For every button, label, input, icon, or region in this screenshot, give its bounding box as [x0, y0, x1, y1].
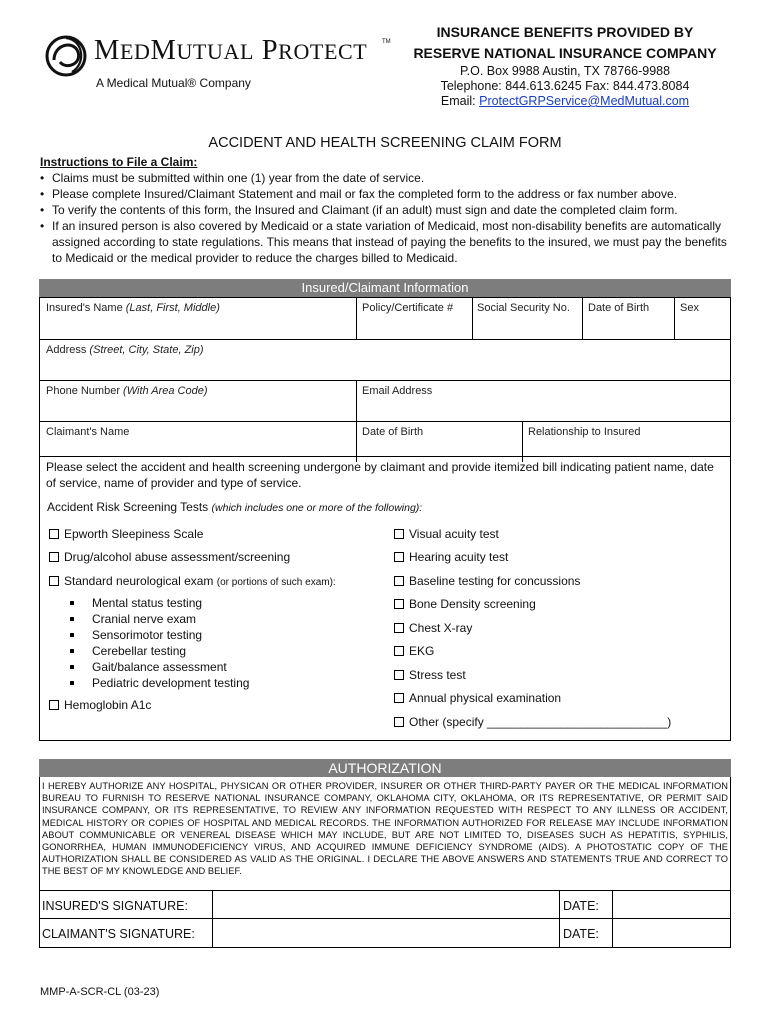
- address-hint: (Street, City, State, Zip): [89, 344, 204, 356]
- option-label: Drug/alcohol abuse assessment/screening: [64, 550, 291, 564]
- divider: [40, 339, 730, 340]
- option-label: Hearing acuity test: [409, 550, 509, 564]
- authorization-text: I HEREBY AUTHORIZE ANY HOSPITAL, PHYSICAN OR OTHER PROVIDER, INSURER OR OTHER THIRD-PARTY PAYER OR THE MEDICAL INFORMATION BUREAU TO FURNISH TO RESERVE NATIONAL INSURANCE COMPANY, OKLAHOMA CITY, OKLAHOMA, OR ITS REPRESENTATIVE, OR PERMIT SAID INSURANCE COMPANY, OR ITS REPRESENTATIVE, TO REVIEW ANY INFORMATION REQUESTED WITH RESPECT TO ANY ILLNESS OR ACCIDENT, MEDICAL HISTORY OR COPIES OF HOSPITAL AND MEDICAL RECORDS. THE INFORMATION AUTHORIZED FOR RELEASE MAY INCLUDE INFORMATION ABOUT COMMUNICABLE OR VENEREAL DISEASE WHICH MAY INCLUDE, BUT ARE NOT LIMITED TO, DISEASES SUCH AS HEPATITIS, SYPHILIS, GONORRHEA, HUMAN IMMUNODEFICIENCY VIRUS, AND ACQUIRED IMMUNE DEFICIENCY SYNDROME (AIDS). A PHOTOSTATIC COPY OF THE AUTHORIZATION SHALL BE CONSIDERED AS VALID AS THE ORIGINAL. I DECLARE THE ABOVE ANSWERS AND STATEMENTS TRUE AND CORRECT TO THE BEST OF MY KNOWLEDGE AND BELIEF.: [42, 781, 728, 877]
- option-label: Chest X-ray: [409, 621, 473, 635]
- subitem-label: Pediatric development testing: [92, 676, 250, 690]
- subitem-label: Gait/balance assessment: [92, 660, 227, 674]
- subitem-label: Cerebellar testing: [92, 644, 187, 658]
- checkbox-icon[interactable]: [394, 693, 404, 703]
- checkbox-ekg[interactable]: [394, 644, 434, 658]
- screening-section: [39, 456, 731, 741]
- neuro-subitem: [67, 595, 249, 611]
- claimant-date-field[interactable]: [613, 919, 730, 948]
- insured-signature-row: [40, 890, 730, 918]
- screening-subtitle: [47, 500, 422, 514]
- checkbox-icon[interactable]: [394, 599, 404, 609]
- instructions-list: [40, 170, 730, 266]
- instruction-text: Please complete Insured/Claimant Statement and mail or fax the completed form to the address or fax number above.: [52, 187, 677, 201]
- instruction-item: [40, 202, 730, 218]
- bullet-icon: •: [40, 203, 45, 217]
- company-logo: [44, 30, 394, 94]
- checkbox-icon[interactable]: [394, 552, 404, 562]
- neuro-subitems: [67, 595, 249, 691]
- divider: [472, 298, 473, 339]
- policy-field[interactable]: Policy/Certificate #: [362, 302, 454, 314]
- instruction-text: If an insured person is also covered by Medicaid or a state variation of Medicaid, most non-disability benefits are automatically assigned according to state regulations. This means that instead of paying the benefits to the insured, we must pay the benefits to Medicaid or the medical provider to reduce the charges billed to Medicaid.: [52, 219, 727, 265]
- subtitle-hint: (which includes one or more of the following):: [211, 502, 423, 514]
- bullet-icon: •: [40, 219, 45, 233]
- email-field[interactable]: Email Address: [362, 385, 433, 397]
- phone-field[interactable]: [46, 385, 208, 397]
- claimant-date-label: DATE:: [563, 927, 599, 941]
- divider: [559, 919, 560, 948]
- option-hint: (or portions of such exam):: [216, 577, 336, 588]
- authorization-header: AUTHORIZATION: [39, 759, 731, 777]
- option-label: Standard neurological exam: [64, 574, 217, 588]
- subitem-label: Cranial nerve exam: [92, 612, 197, 626]
- claimant-signature-row: [40, 918, 730, 946]
- authorization-section: [39, 777, 731, 948]
- instructions: [40, 154, 730, 266]
- checkbox-icon[interactable]: [394, 670, 404, 680]
- checkbox-icon[interactable]: [394, 529, 404, 539]
- claimant-name-field[interactable]: Claimant's Name: [46, 426, 130, 438]
- neuro-subitem: [67, 675, 249, 691]
- instruction-text: To verify the contents of this form, the Insured and Claimant (if an adult) must sign and date the completed claim form.: [52, 203, 678, 217]
- bullet-square-icon: [70, 665, 74, 669]
- logo-trademark: TM: [382, 39, 391, 45]
- neuro-subitem: [67, 659, 249, 675]
- claimant-signature-field[interactable]: [213, 919, 559, 948]
- option-label: Bone Density screening: [409, 597, 536, 611]
- neuro-subitem: [67, 611, 249, 627]
- bullet-square-icon: [70, 649, 74, 653]
- subtitle-text: Accident Risk Screening Tests: [47, 500, 212, 514]
- insured-name-hint: (Last, First, Middle): [125, 302, 220, 314]
- option-label: Epworth Sleepiness Scale: [64, 527, 204, 541]
- divider: [674, 298, 675, 339]
- address-label: Address: [46, 344, 90, 356]
- relationship-field[interactable]: Relationship to Insured: [528, 426, 641, 438]
- instruction-item: [40, 218, 730, 266]
- bullet-square-icon: [70, 633, 74, 637]
- checkbox-stress-test[interactable]: [394, 668, 466, 682]
- divider: [40, 421, 730, 422]
- checkbox-baseline-concussion[interactable]: [394, 574, 580, 588]
- option-label: Visual acuity test: [409, 527, 499, 541]
- insured-date-label: DATE:: [563, 899, 599, 913]
- form-title: ACCIDENT AND HEALTH SCREENING CLAIM FORM: [208, 135, 562, 151]
- insurer-phone-fax: Telephone: 844.613.6245 Fax: 844.473.8084: [440, 79, 690, 93]
- subitem-label: Sensorimotor testing: [92, 628, 203, 642]
- checkbox-bone-density[interactable]: [394, 597, 536, 611]
- logo-swirl-icon: [44, 30, 90, 82]
- option-label: Other (specify ___________________________): [409, 715, 672, 729]
- divider: [582, 298, 583, 339]
- neuro-subitem: [67, 627, 249, 643]
- checkbox-visual-acuity[interactable]: [394, 527, 499, 541]
- checkbox-icon[interactable]: [394, 623, 404, 633]
- form-code: MMP-A-SCR-CL (03-23): [40, 986, 160, 998]
- insurer-line1: INSURANCE BENEFITS PROVIDED BY: [436, 24, 694, 40]
- instruction-text: Claims must be submitted within one (1) year from the date of service.: [52, 171, 425, 185]
- insured-date-field[interactable]: [613, 891, 730, 918]
- divider: [356, 380, 357, 462]
- bullet-icon: •: [40, 171, 45, 185]
- screening-intro: Please select the accident and health screening undergone by claimant and provide itemized bill indicating patient name, date of service, name of provider and type of service.: [46, 460, 714, 490]
- divider: [40, 380, 730, 381]
- checkbox-hemoglobin[interactable]: [49, 698, 151, 712]
- insured-signature-label: INSURED'S SIGNATURE:: [42, 899, 188, 913]
- bullet-icon: •: [40, 187, 45, 201]
- checkbox-icon[interactable]: [394, 576, 404, 586]
- option-label: Hemoglobin A1c: [64, 698, 152, 712]
- bullet-square-icon: [70, 617, 74, 621]
- checkbox-icon[interactable]: [394, 646, 404, 656]
- instruction-item: [40, 170, 730, 186]
- subitem-label: Mental status testing: [92, 596, 203, 610]
- sex-field[interactable]: Sex: [680, 302, 699, 314]
- insured-signature-field[interactable]: [213, 891, 559, 918]
- insured-dob-field[interactable]: Date of Birth: [588, 302, 650, 314]
- address-field[interactable]: [46, 344, 204, 356]
- checkbox-drug-alcohol[interactable]: [49, 550, 290, 564]
- phone-label: Phone Number: [46, 385, 124, 397]
- checkbox-icon[interactable]: [49, 700, 59, 710]
- insured-name-label: Insured's Name: [46, 302, 126, 314]
- checkbox-icon[interactable]: [49, 529, 59, 539]
- instruction-item: [40, 186, 730, 202]
- info-section-header: Insured/Claimant Information: [39, 279, 731, 297]
- instructions-title: Instructions to File a Claim:: [40, 155, 198, 169]
- insurer-email-line: [400, 94, 730, 109]
- phone-hint: (With Area Code): [123, 385, 208, 397]
- info-grid: [39, 297, 731, 457]
- insurer-address: P.O. Box 9988 Austin, TX 78766-9988: [459, 64, 671, 78]
- checkbox-neurological[interactable]: [49, 574, 336, 588]
- checkbox-icon[interactable]: [49, 576, 59, 586]
- email-link[interactable]: ProtectGRPService@MedMutual.com: [479, 94, 690, 108]
- claimant-dob-field[interactable]: Date of Birth: [362, 426, 424, 438]
- option-label: EKG: [409, 644, 435, 658]
- checkbox-hearing-acuity[interactable]: [394, 550, 508, 564]
- checkbox-other[interactable]: [394, 715, 671, 729]
- bullet-square-icon: [70, 681, 74, 685]
- checkbox-icon[interactable]: [394, 717, 404, 727]
- insurer-header: [400, 22, 730, 109]
- bullet-square-icon: [70, 601, 74, 605]
- checkbox-icon[interactable]: [49, 552, 59, 562]
- insurer-line2: RESERVE NATIONAL INSURANCE COMPANY: [413, 45, 717, 61]
- divider: [559, 891, 560, 919]
- option-label: Baseline testing for concussions: [409, 574, 581, 588]
- option-label: Annual physical examination: [409, 691, 562, 705]
- neuro-subitem: [67, 643, 249, 659]
- ssn-field[interactable]: Social Security No.: [477, 302, 570, 314]
- email-label: Email:: [440, 94, 480, 108]
- checkbox-annual-physical[interactable]: [394, 691, 561, 705]
- claimant-signature-label: CLAIMANT'S SIGNATURE:: [42, 927, 195, 941]
- logo-brand: MEDMUTUAL PROTECT: [94, 35, 368, 66]
- insured-name-field[interactable]: [46, 302, 220, 314]
- option-label: Stress test: [409, 668, 466, 682]
- checkbox-chest-xray[interactable]: [394, 621, 472, 635]
- divider: [356, 298, 357, 339]
- logo-tagline: A Medical Mutual® Company: [96, 76, 251, 90]
- checkbox-epworth[interactable]: [49, 527, 203, 541]
